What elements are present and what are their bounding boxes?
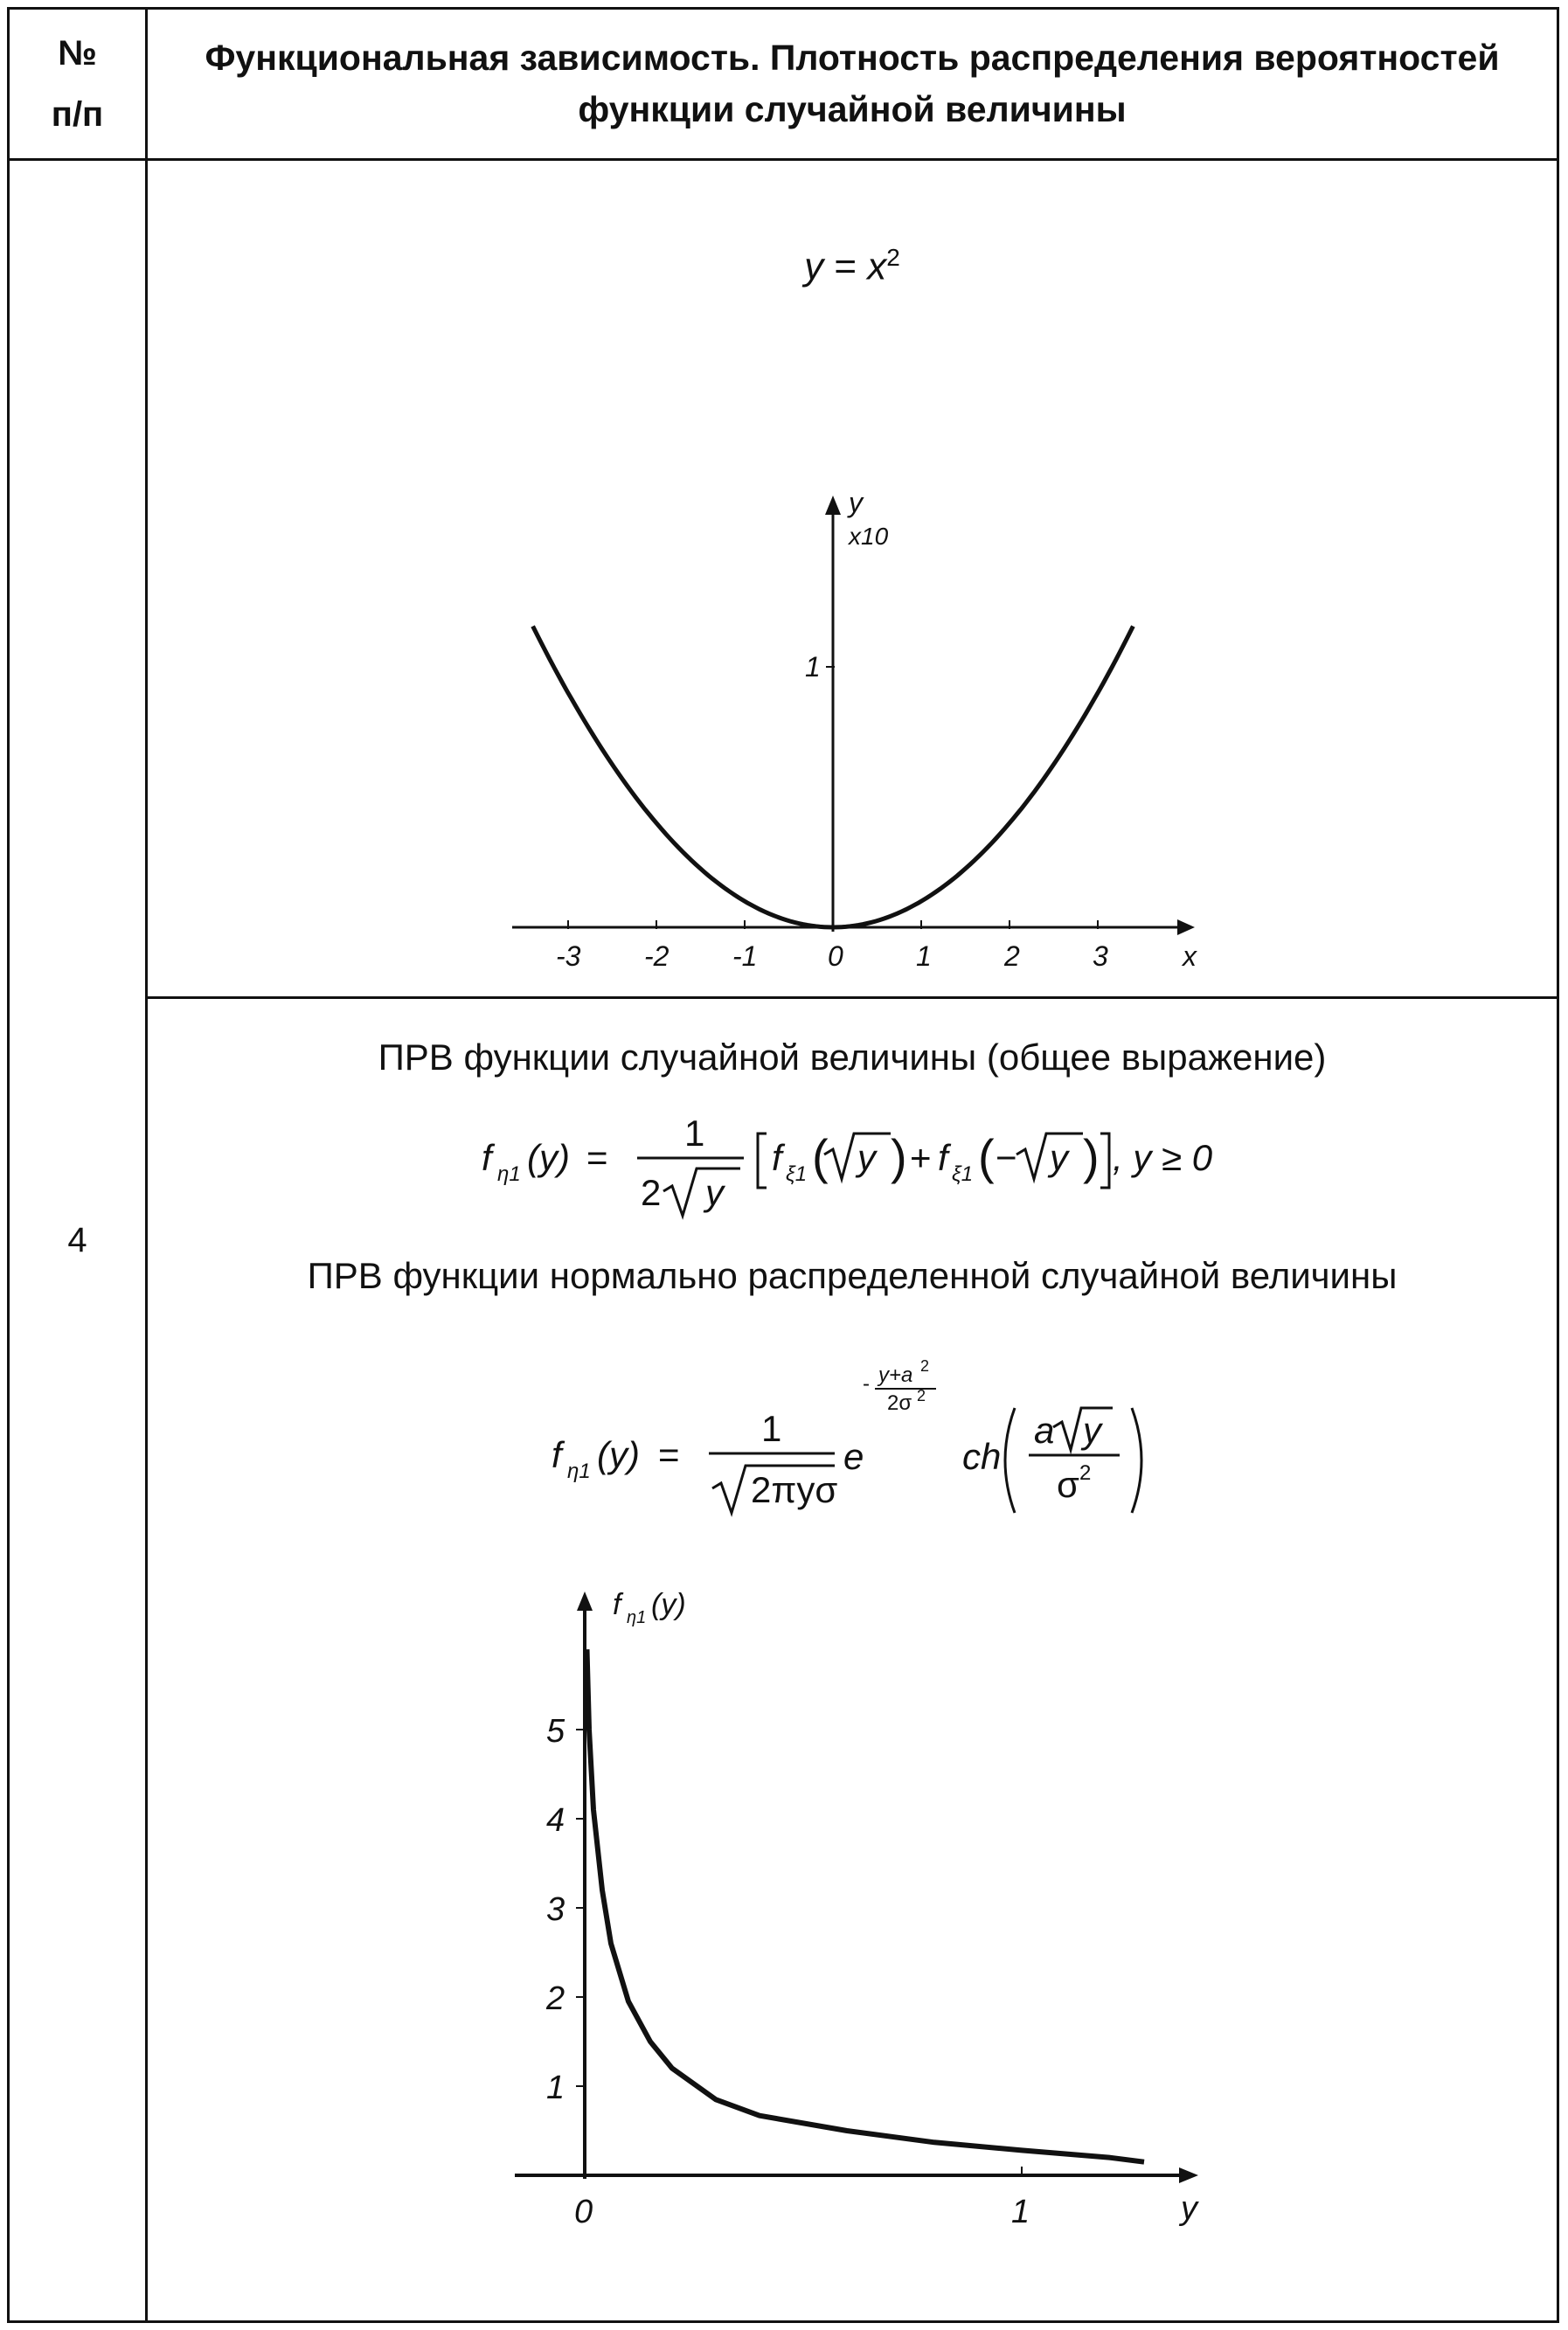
exponent-numerator: y+a xyxy=(878,1363,913,1387)
x-axis-label: x xyxy=(1183,940,1197,972)
y-tick-label: 5 xyxy=(546,1713,565,1750)
f-xi-2: f xyxy=(938,1137,948,1178)
cosh-denominator-power: 2 xyxy=(1079,1461,1092,1485)
minus-sign: − xyxy=(996,1137,1017,1178)
y-axis-label: f xyxy=(613,1588,621,1621)
header-title: Функциональная зависимость. Плотность распределения вероятностей функции случайной величины xyxy=(205,37,1500,129)
y-tick-label: 4 xyxy=(546,1802,565,1839)
x-tick-label: 3 xyxy=(1093,940,1108,972)
func-exp: 2 xyxy=(886,244,900,271)
cosh-paren-open xyxy=(1005,1408,1015,1513)
x-tick-label: -1 xyxy=(732,940,758,972)
cosh-paren-close xyxy=(1132,1408,1141,1513)
x-tick-label: 1 xyxy=(916,940,932,972)
plus-sign: + xyxy=(910,1137,932,1178)
y-axis-label-subscript: η1 xyxy=(627,1608,647,1627)
x-axis-arrow xyxy=(1177,919,1195,935)
left-bracket xyxy=(758,1134,767,1188)
func-lhs: y xyxy=(804,245,824,288)
y-axis-label: y xyxy=(849,487,863,518)
exponent-minus: - xyxy=(863,1372,870,1396)
y-axis-arrow xyxy=(577,1591,593,1611)
f-symbol-2: f xyxy=(552,1434,562,1475)
y-scale-label: x10 xyxy=(849,523,889,550)
xi-subscript-2: ξ1 xyxy=(952,1162,974,1186)
sqrt-y-2: y xyxy=(857,1137,876,1178)
numerator-one: 1 xyxy=(684,1113,705,1154)
paren-close-2: ) xyxy=(1083,1129,1100,1184)
eta-subscript: η1 xyxy=(497,1162,521,1186)
paren-close-1: ) xyxy=(891,1129,907,1184)
parabola-chart xyxy=(10,10,1562,997)
sqrt-y: y xyxy=(705,1172,724,1213)
x-axis-arrow xyxy=(1179,2167,1198,2183)
paren-open-1: ( xyxy=(812,1129,829,1184)
func-eq: = xyxy=(834,245,857,288)
cosh-symbol: ch xyxy=(962,1436,1002,1477)
xi-subscript-1: ξ1 xyxy=(786,1162,808,1186)
exponent-denominator-power: 2 xyxy=(917,1387,926,1404)
right-bracket xyxy=(1100,1134,1109,1188)
y-tick-label: 1 xyxy=(805,651,821,683)
numerator-one-2: 1 xyxy=(761,1408,782,1449)
function-table xyxy=(7,7,1559,2323)
sqrt-y-3: y xyxy=(1050,1137,1068,1178)
order-abbrev: п/п xyxy=(51,95,104,134)
y-axis-arrow xyxy=(825,496,841,515)
func-base: x xyxy=(867,245,887,288)
y-tick-label: 3 xyxy=(546,1891,565,1928)
exp-e: e xyxy=(843,1436,864,1477)
argument-y: (y) xyxy=(527,1137,570,1178)
paren-open-2: ( xyxy=(978,1129,995,1184)
y-tick-label: 2 xyxy=(546,1980,565,2017)
cosh-numerator-a: a xyxy=(1034,1410,1055,1451)
x-tick-label: -2 xyxy=(644,940,670,972)
f-symbol: f xyxy=(482,1137,492,1178)
eta-subscript-2: η1 xyxy=(567,1460,591,1483)
density-curve xyxy=(587,1649,1145,2162)
x-axis-label: y xyxy=(1181,2190,1197,2227)
general-expression-title: ПРВ функции случайной величины (общее выражение) xyxy=(378,1037,1327,1078)
x-tick-label: -3 xyxy=(556,940,581,972)
x-tick-label: 0 xyxy=(574,2194,593,2229)
row-number-text: 4 xyxy=(67,1221,87,1259)
exponent-denominator: 2σ xyxy=(887,1391,912,1415)
sqrt-sign xyxy=(663,1168,740,1216)
cosh-numerator-y: y xyxy=(1083,1410,1101,1451)
equals-sign: = xyxy=(586,1137,608,1178)
general-pdf-formula xyxy=(10,1093,1562,1242)
normal-distribution-title: ПРВ функции нормально распределенной случайной величины xyxy=(307,1255,1398,1296)
denominator-two: 2 xyxy=(641,1172,662,1213)
normal-pdf-formula xyxy=(10,1338,1562,1548)
cosh-denominator-sigma: σ xyxy=(1057,1464,1079,1505)
x-tick-label: 0 xyxy=(828,940,843,972)
number-sign: № xyxy=(58,34,97,73)
equals-sign-2: = xyxy=(658,1434,680,1475)
x-tick-label: 1 xyxy=(1011,2194,1030,2229)
exponent-numerator-power: 2 xyxy=(920,1357,930,1375)
density-chart xyxy=(10,1548,1562,2229)
x-tick-label: 2 xyxy=(1004,940,1020,972)
y-axis-label-argument: (y) xyxy=(651,1588,686,1621)
argument-y-2: (y) xyxy=(597,1434,640,1475)
denominator-2pi-y-sigma: 2πyσ xyxy=(751,1469,838,1510)
y-tick-label: 1 xyxy=(546,2070,565,2106)
f-xi-1: f xyxy=(772,1137,782,1178)
condition: , y ≥ 0 xyxy=(1113,1137,1213,1178)
